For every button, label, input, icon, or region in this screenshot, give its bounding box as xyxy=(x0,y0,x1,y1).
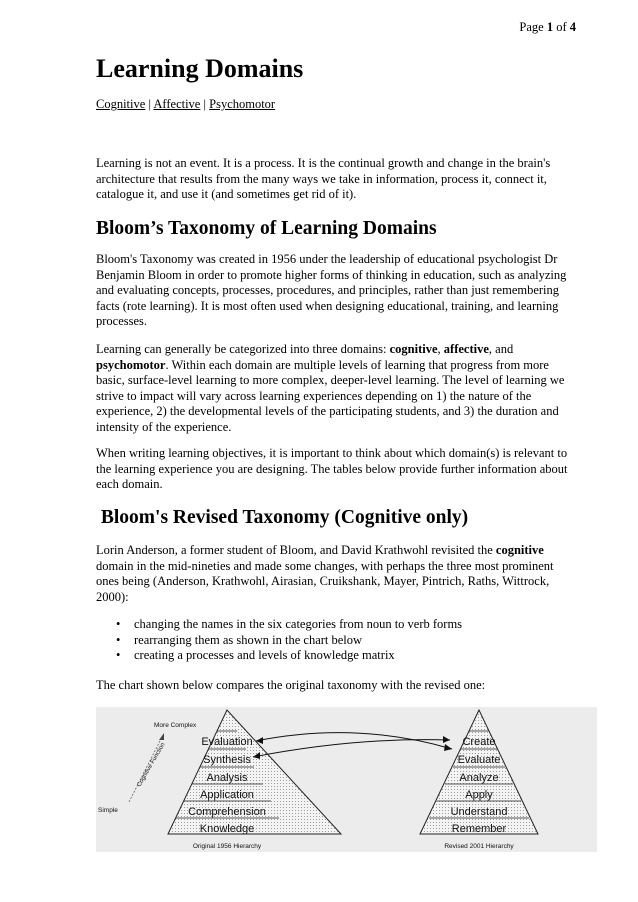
link-separator: | xyxy=(145,97,154,111)
chart-intro-paragraph: The chart shown below compares the original taxonomy with the revised one: xyxy=(96,678,486,692)
section-heading-revised xyxy=(96,507,468,529)
arrowhead-icon xyxy=(159,733,164,740)
term-cognitive: cognitive xyxy=(495,543,544,557)
page-total: 4 xyxy=(569,20,576,34)
right-caption: Revised 2001 Hierarchy xyxy=(444,843,514,850)
left-level-label: Knowledge xyxy=(199,823,255,835)
arrowhead-icon xyxy=(443,736,450,743)
list-item: • creating a processes and levels of knowledge matrix xyxy=(96,648,574,664)
link-psychomotor[interactable]: Psychomotor xyxy=(209,97,276,111)
left-level-label: Synthesis xyxy=(203,754,251,766)
arrow-evaluation-to-evaluate xyxy=(256,733,452,749)
page-label: Page xyxy=(519,20,544,34)
left-level-label: Application xyxy=(200,789,254,801)
right-level-label: Apply xyxy=(465,789,493,801)
blooms-paragraph-1: Bloom's Taxonomy was created in 1956 under the leadership of educational psychologist Dr Benjamin Bloom in order to promote higher forms of thinking in education, such as analyzing and evaluating concepts, processes, procedures, and principles, rather than just remembering facts (rote learning). It is most often used when designing educational, training, and learning processes. xyxy=(96,252,567,328)
left-level-label: Comprehension xyxy=(188,806,266,818)
right-level-label: Understand xyxy=(450,806,508,818)
right-pyramid xyxy=(420,710,538,835)
text-run: , xyxy=(437,342,444,356)
term-psychomotor: psychomotor xyxy=(96,357,166,372)
right-level-label: Create xyxy=(462,736,496,748)
arrow-synthesis-to-create xyxy=(253,740,450,757)
cognitive-function-label: Cognitive Function xyxy=(136,741,167,788)
text-run: , and xyxy=(488,342,514,356)
right-level-label: Analyze xyxy=(459,772,499,784)
text-run: domain in the mid-nineties and made some changes, with perhaps the three most prominent ones being (Anderson, Krathwohl, Airasian, Cruikshank, Mayer, Pintrich, Raths, Wittrock, 2000): xyxy=(96,558,554,604)
term-cognitive: cognitive xyxy=(389,342,438,356)
arrowhead-icon xyxy=(444,744,452,751)
page-current: 1 xyxy=(546,20,554,34)
intro-paragraph: Learning is not an event. It is a process. It is the continual growth and change in the brain's architecture that results from the many ways we take in information, process it, connect it, catalogue it, and use it (and sometimes get rid of it). xyxy=(96,156,551,201)
text-run: Lorin Anderson, a former student of Bloom, and David Krathwohl revisited the xyxy=(96,543,496,557)
list-item: • rearranging them as shown in the chart below xyxy=(96,633,574,649)
term-affective: affective xyxy=(443,342,489,356)
page-number xyxy=(519,20,576,35)
mapping-arrows xyxy=(253,733,452,757)
blooms-paragraph-3: When writing learning objectives, it is important to think about which domain(s) is relevant to the learning experience you are designing. The tables below provide further information about each domain. xyxy=(96,446,568,491)
right-level-label: Evaluate xyxy=(457,754,501,766)
taxonomy-comparison-figure xyxy=(96,707,597,852)
blooms-paragraph-2 xyxy=(96,342,574,435)
page-of: of xyxy=(556,20,567,34)
left-level-label: Analysis xyxy=(206,772,248,784)
link-separator: | xyxy=(200,97,210,111)
text-run: . Within each domain are multiple levels of learning that progress from more basic, surface-level learning to more complex, deeper-level learning. The level of learning we strive to impact will vary across learning experiences depending on 1) the nature of the experience, 2) the developmental levels of the participating students, and 3) the duration and intensity of the experience. xyxy=(96,357,565,434)
left-level-label: Evaluation xyxy=(201,736,253,748)
right-level-label: Remember xyxy=(451,823,507,835)
link-cognitive[interactable]: Cognitive xyxy=(96,97,146,111)
section-heading-text: Bloom's Revised Taxonomy (Cognitive only) xyxy=(100,507,469,528)
domain-links xyxy=(96,97,275,112)
section-heading-blooms: Bloom’s Taxonomy of Learning Domains xyxy=(96,218,437,239)
more-complex-label: More Complex xyxy=(154,722,197,729)
simple-label: Simple xyxy=(98,807,118,814)
list-item: • changing the names in the six categories from noun to verb forms xyxy=(96,617,574,633)
left-caption: Original 1956 Hierarchy xyxy=(192,843,262,850)
changes-list xyxy=(96,617,574,664)
link-affective[interactable]: Affective xyxy=(153,97,201,111)
revised-paragraph-1 xyxy=(96,543,574,605)
text-run: Learning can generally be categorized into three domains: xyxy=(96,342,390,356)
page-title: Learning Domains xyxy=(96,54,304,83)
